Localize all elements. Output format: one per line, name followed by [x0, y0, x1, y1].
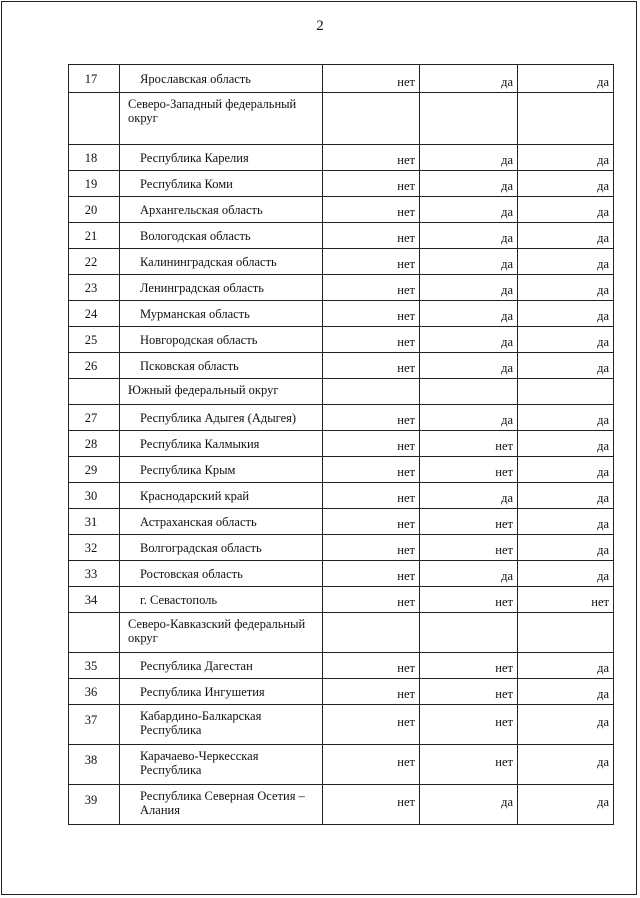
value-col-2: да [420, 561, 518, 587]
value-col-3: да [518, 785, 614, 825]
table-row [69, 705, 614, 745]
row-number [69, 379, 120, 405]
value-col-3: да [518, 679, 614, 705]
value-col-2: нет [420, 705, 518, 745]
value-col-2: нет [420, 587, 518, 613]
value-col-3: да [518, 745, 614, 785]
row-number: 34 [69, 587, 120, 613]
table-row [69, 405, 614, 431]
value-col-1: нет [323, 327, 420, 353]
row-number: 24 [69, 301, 120, 327]
row-number: 18 [69, 145, 120, 171]
row-number: 20 [69, 197, 120, 223]
value-col-2: да [420, 65, 518, 93]
value-col-2: да [420, 327, 518, 353]
empty-cell [518, 613, 614, 653]
value-col-2: да [420, 353, 518, 379]
value-col-3: да [518, 431, 614, 457]
value-col-2: нет [420, 431, 518, 457]
value-col-1: нет [323, 405, 420, 431]
table-row [69, 483, 614, 509]
empty-cell [420, 613, 518, 653]
value-col-3: да [518, 561, 614, 587]
value-col-2: да [420, 197, 518, 223]
region-name: Республика Карелия [120, 145, 323, 171]
value-col-3: да [518, 223, 614, 249]
value-col-1: нет [323, 353, 420, 379]
value-col-1: нет [323, 275, 420, 301]
value-col-1: нет [323, 653, 420, 679]
value-col-2: нет [420, 535, 518, 561]
value-col-3: да [518, 653, 614, 679]
row-number [69, 613, 120, 653]
row-number: 28 [69, 431, 120, 457]
value-col-1: нет [323, 145, 420, 171]
row-number: 38 [69, 745, 120, 785]
regions-table [68, 64, 614, 825]
value-col-3: да [518, 483, 614, 509]
value-col-1: нет [323, 587, 420, 613]
district-name: Северо-Кавказский федеральный округ [120, 613, 323, 653]
row-number [69, 93, 120, 145]
empty-cell [518, 93, 614, 145]
value-col-3: да [518, 197, 614, 223]
row-number: 29 [69, 457, 120, 483]
value-col-1: нет [323, 197, 420, 223]
value-col-2: да [420, 483, 518, 509]
table-row [69, 65, 614, 93]
value-col-1: нет [323, 65, 420, 93]
table-row [69, 587, 614, 613]
region-name: Кабардино-Балкарская Республика [120, 705, 323, 745]
row-number: 32 [69, 535, 120, 561]
region-name: Республика Коми [120, 171, 323, 197]
region-name: Республика Ингушетия [120, 679, 323, 705]
value-col-2: нет [420, 457, 518, 483]
region-name: Карачаево-Черкесская Республика [120, 745, 323, 785]
page-number: 2 [316, 18, 324, 34]
value-col-3: да [518, 275, 614, 301]
district-name: Южный федеральный округ [120, 379, 323, 405]
empty-cell [323, 379, 420, 405]
value-col-2: да [420, 405, 518, 431]
table-row [69, 353, 614, 379]
empty-cell [420, 379, 518, 405]
row-number: 39 [69, 785, 120, 825]
table-row [69, 223, 614, 249]
row-number: 22 [69, 249, 120, 275]
table-row [69, 301, 614, 327]
row-number: 36 [69, 679, 120, 705]
value-col-3: да [518, 65, 614, 93]
table-row [69, 653, 614, 679]
value-col-1: нет [323, 785, 420, 825]
value-col-3: да [518, 509, 614, 535]
empty-cell [323, 93, 420, 145]
district-header-row [69, 613, 614, 653]
row-number: 17 [69, 65, 120, 93]
value-col-1: нет [323, 223, 420, 249]
row-number: 27 [69, 405, 120, 431]
value-col-1: нет [323, 705, 420, 745]
district-name: Северо-Западный федеральный округ [120, 93, 323, 145]
region-name: Астраханская область [120, 509, 323, 535]
value-col-3: да [518, 405, 614, 431]
value-col-1: нет [323, 483, 420, 509]
value-col-3: да [518, 145, 614, 171]
value-col-3: да [518, 457, 614, 483]
empty-cell [323, 613, 420, 653]
table-row [69, 679, 614, 705]
region-name: Республика Дагестан [120, 653, 323, 679]
row-number: 19 [69, 171, 120, 197]
region-name: г. Севастополь [120, 587, 323, 613]
region-name: Республика Адыгея (Адыгея) [120, 405, 323, 431]
value-col-2: да [420, 171, 518, 197]
table-row [69, 431, 614, 457]
value-col-2: нет [420, 679, 518, 705]
empty-cell [420, 93, 518, 145]
row-number: 25 [69, 327, 120, 353]
value-col-3: нет [518, 587, 614, 613]
table-row [69, 145, 614, 171]
value-col-1: нет [323, 679, 420, 705]
row-number: 26 [69, 353, 120, 379]
value-col-1: нет [323, 431, 420, 457]
region-name: Псковская область [120, 353, 323, 379]
regions-table-body [69, 65, 614, 825]
value-col-2: нет [420, 509, 518, 535]
value-col-2: да [420, 301, 518, 327]
value-col-3: да [518, 535, 614, 561]
value-col-2: да [420, 785, 518, 825]
row-number: 33 [69, 561, 120, 587]
region-name: Республика Крым [120, 457, 323, 483]
region-name: Ярославская область [120, 65, 323, 93]
table-row [69, 785, 614, 825]
region-name: Калининградская область [120, 249, 323, 275]
region-name: Республика Калмыкия [120, 431, 323, 457]
table-row [69, 745, 614, 785]
table-row [69, 275, 614, 301]
row-number: 31 [69, 509, 120, 535]
row-number: 23 [69, 275, 120, 301]
region-name: Мурманская область [120, 301, 323, 327]
value-col-2: нет [420, 745, 518, 785]
row-number: 35 [69, 653, 120, 679]
district-header-row [69, 93, 614, 145]
value-col-1: нет [323, 509, 420, 535]
value-col-2: нет [420, 653, 518, 679]
region-name: Ростовская область [120, 561, 323, 587]
row-number: 37 [69, 705, 120, 745]
region-name: Республика Северная Осетия – Алания [120, 785, 323, 825]
region-name: Архангельская область [120, 197, 323, 223]
row-number: 21 [69, 223, 120, 249]
value-col-1: нет [323, 457, 420, 483]
value-col-2: да [420, 145, 518, 171]
value-col-1: нет [323, 301, 420, 327]
value-col-3: да [518, 301, 614, 327]
region-name: Краснодарский край [120, 483, 323, 509]
region-name: Ленинградская область [120, 275, 323, 301]
empty-cell [518, 379, 614, 405]
table-row [69, 535, 614, 561]
region-name: Волгоградская область [120, 535, 323, 561]
value-col-1: нет [323, 249, 420, 275]
table-row [69, 561, 614, 587]
value-col-3: да [518, 705, 614, 745]
value-col-2: да [420, 223, 518, 249]
value-col-3: да [518, 353, 614, 379]
table-row [69, 457, 614, 483]
value-col-1: нет [323, 535, 420, 561]
value-col-3: да [518, 327, 614, 353]
value-col-1: нет [323, 171, 420, 197]
table-row [69, 171, 614, 197]
value-col-3: да [518, 171, 614, 197]
value-col-1: нет [323, 745, 420, 785]
region-name: Новгородская область [120, 327, 323, 353]
table-row [69, 249, 614, 275]
table-row [69, 327, 614, 353]
region-name: Вологодская область [120, 223, 323, 249]
row-number: 30 [69, 483, 120, 509]
value-col-2: да [420, 275, 518, 301]
district-header-row [69, 379, 614, 405]
value-col-2: да [420, 249, 518, 275]
table-row [69, 509, 614, 535]
value-col-1: нет [323, 561, 420, 587]
value-col-3: да [518, 249, 614, 275]
table-row [69, 197, 614, 223]
